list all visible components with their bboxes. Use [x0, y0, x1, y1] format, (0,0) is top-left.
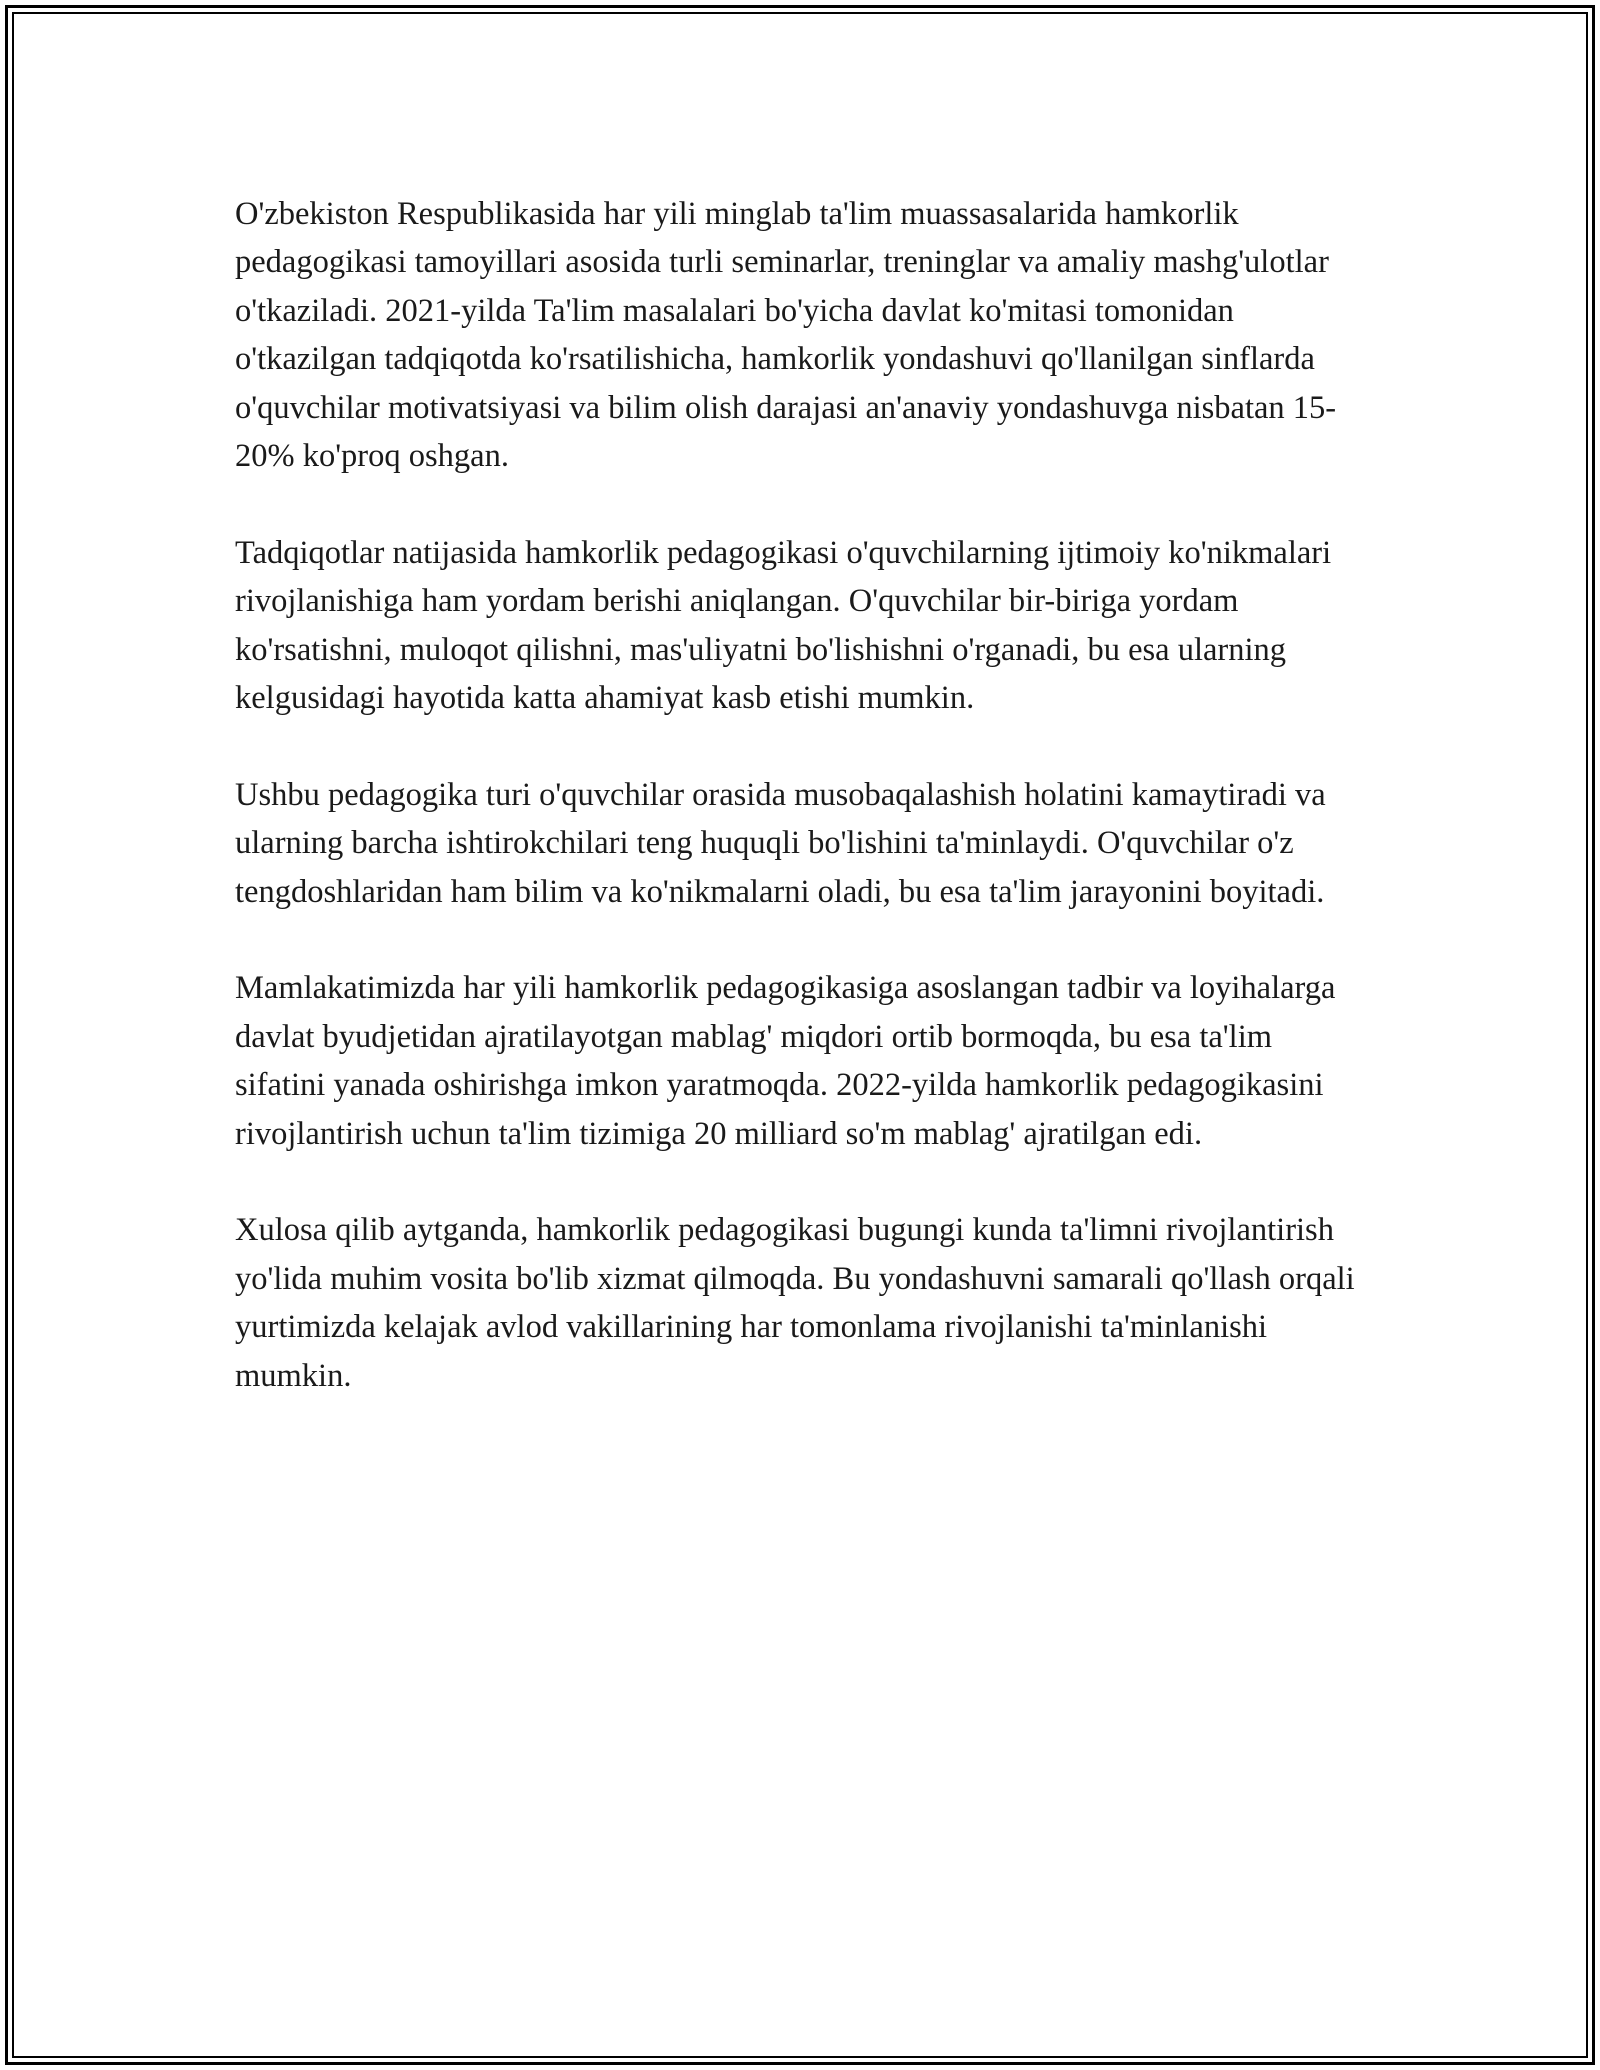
paragraph-2: Tadqiqotlar natijasida hamkorlik pedagogikasi o'quvchilarning ijtimoiy ko'nikmalari rivojlanishiga ham yordam berishi aniqlangan. O'quvchilar bir-biriga yordam ko'rsatishni, muloqot qilishni, mas'uliyatni bo'lishishni o'rganadi, bu esa ularning kelgusidagi hayotida katta ahamiyat kasb etishi mumkin. [235, 534, 1332, 717]
paragraph-3: Ushbu pedagogika turi o'quvchilar orasida musobaqalashish holatini kamaytiradi va ularning barcha ishtirokchilari teng huquqli bo'lishini ta'minlaydi. O'quvchilar o'z tengdoshlaridan ham bilim va ko'nikmalarni oladi, bu esa ta'lim jarayonini boyitadi. [235, 776, 1326, 910]
paragraph-5: Xulosa qilib aytganda, hamkorlik pedagogikasi bugungi kunda ta'limni rivojlantirish yo'lida muhim vosita bo'lib xizmat qilmoqda. Bu yondashuvni samarali qo'llash orqali yurtimizda kelajak avlod vakillarining har tomonlama rivojlanishi ta'minlanishi mumkin. [235, 1212, 1355, 1394]
paragraph-4: Mamlakatimizda har yili hamkorlik pedagogikasiga asoslangan tadbir va loyihalarga davlat byudjetidan ajratilayotgan mablag' miqdori ortib bormoqda, bu esa ta'lim sifatini yanada oshirishga imkon yaratmoqda. 2022-yilda hamkorlik pedagogikasini rivojlantirish uchun ta'lim tizimiga 20 milliard so'm mablag' ajratilgan edi. [235, 970, 1336, 1152]
paragraph-1: O'zbekiston Respublikasida har yili minglab ta'lim muassasalarida hamkorlik pedagogikasi tamoyillari asosida turli seminarlar, treninglar va amaliy mashg'ulotlar o'tkaziladi. 2021-yilda Ta'lim masalalari bo'yicha davlat ko'mitasi tomonidan o'tkazilgan tadqiqotda ko'rsatilishicha, hamkorlik yondashuvi qo'llanilgan sinflarda o'quvchilar motivatsiyasi va bilim olish darajasi an'anaviy yondashuvga nisbatan 15-20% ko'proq oshgan. [235, 196, 1337, 475]
document-body [235, 190, 1370, 1448]
